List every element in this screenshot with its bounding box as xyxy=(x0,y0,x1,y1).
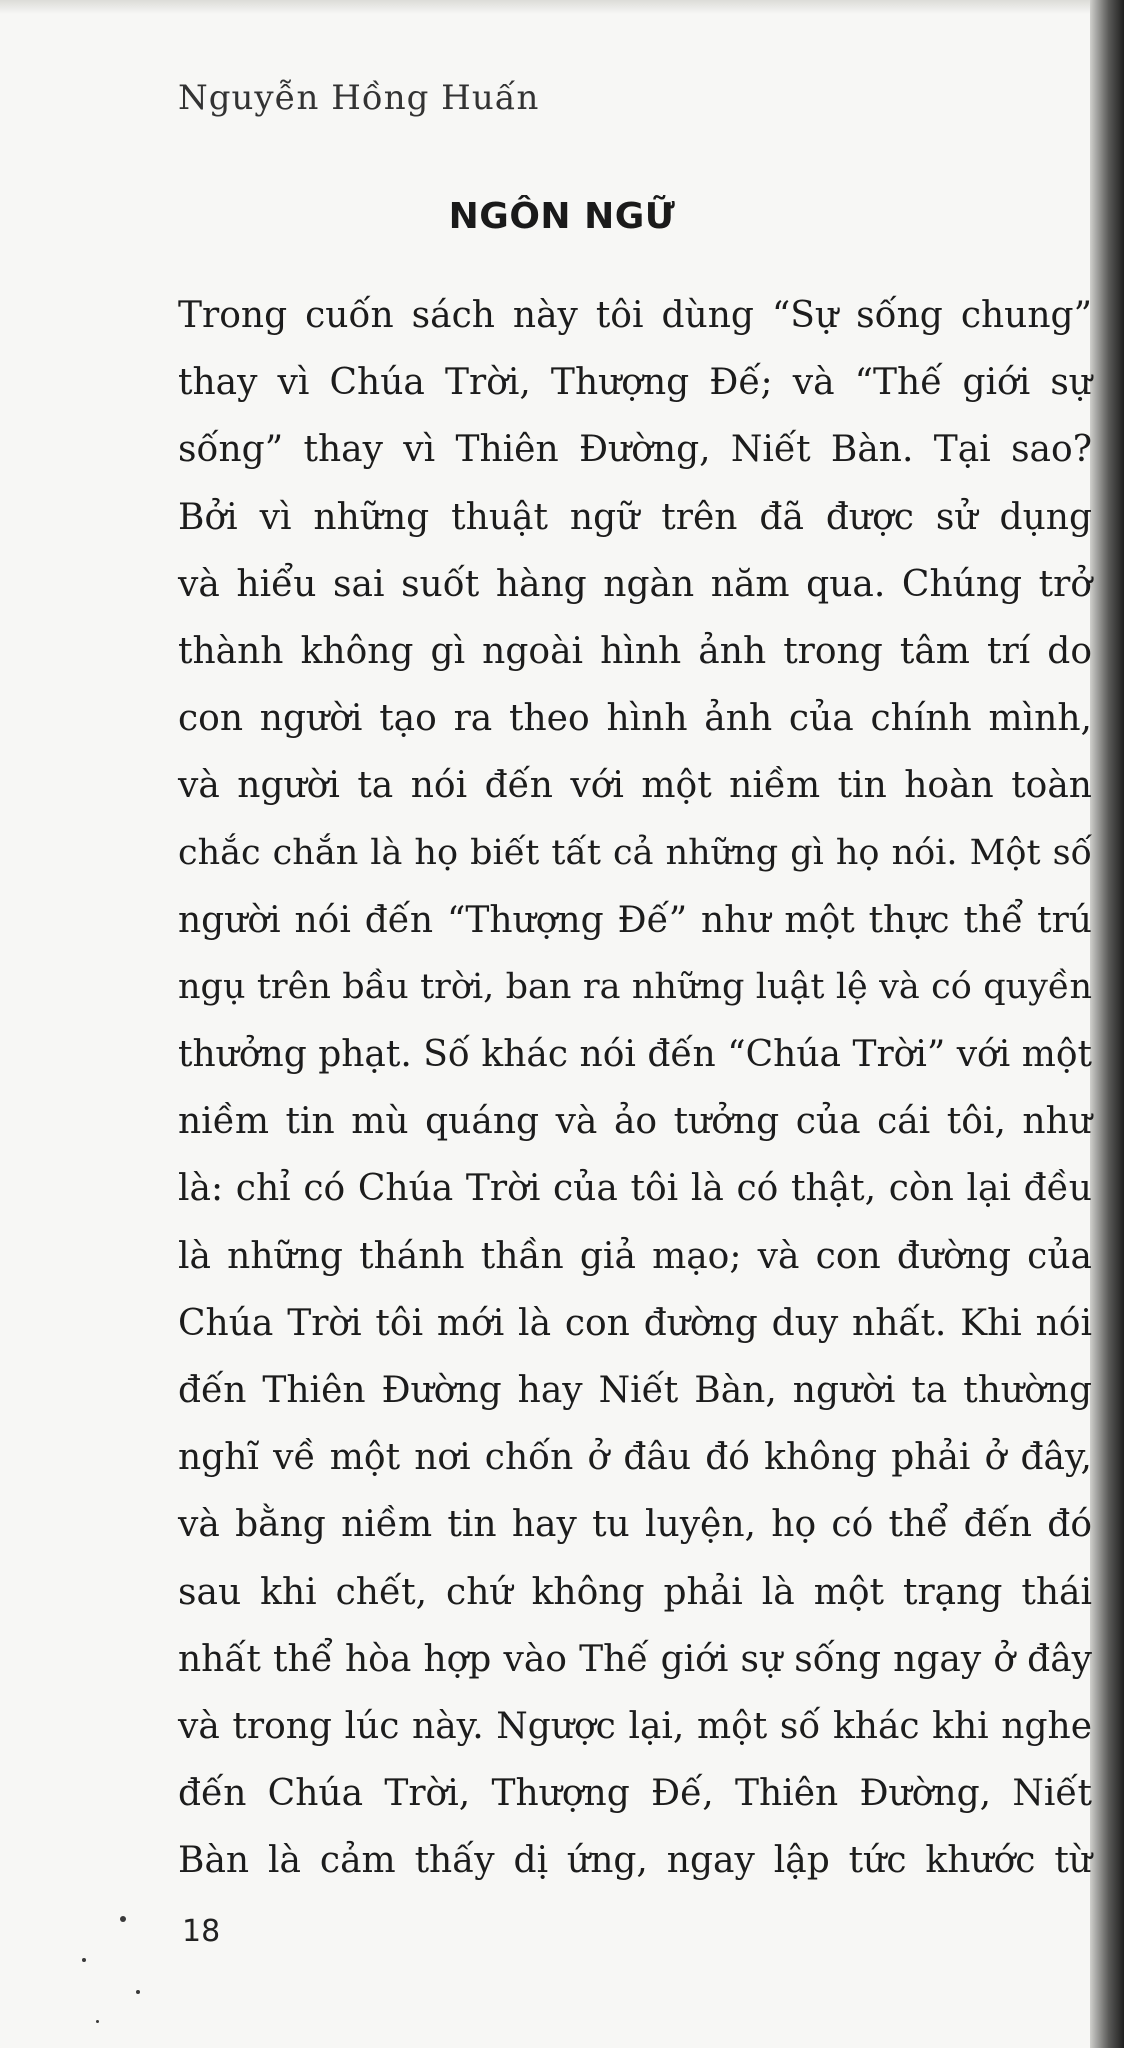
page-number: 18 xyxy=(182,1914,221,1949)
text-line: là: chỉ có Chúa Trời của tôi là có thật, còn lại đều xyxy=(178,1168,1092,1210)
text-line: thành không gì ngoài hình ảnh trong tâm trí do xyxy=(178,630,1092,672)
text-line: thay vì Chúa Trời, Thượng Đế; và “Thế giới sự xyxy=(178,362,1092,404)
text-line: và người ta nói đến với một niềm tin hoàn toàn xyxy=(178,765,1092,807)
text-line: sống” thay vì Thiên Đường, Niết Bàn. Tại sao? xyxy=(178,429,1092,471)
text-line: nghĩ về một nơi chốn ở đâu đó không phải ở đây, xyxy=(178,1437,1092,1479)
text-line: Bàn là cảm thấy dị ứng, ngay lập tức khước từ xyxy=(178,1840,1092,1882)
text-line: ngụ trên bầu trời, ban ra những luật lệ và có quyền xyxy=(178,966,1092,1007)
text-line: thưởng phạt. Số khác nói đến “Chúa Trời” với một xyxy=(178,1034,1092,1076)
text-line: Bởi vì những thuật ngữ trên đã được sử dụng xyxy=(178,496,1092,538)
page-top-shadow xyxy=(0,0,1124,14)
text-line: đến Chúa Trời, Thượng Đế, Thiên Đường, Niết xyxy=(178,1773,1092,1815)
dust-speck xyxy=(136,1990,140,1994)
chapter-title: NGÔN NGỮ xyxy=(448,196,676,237)
text-line: chắc chắn là họ biết tất cả những gì họ nói. Một số xyxy=(178,832,1092,873)
dust-speck xyxy=(120,1916,126,1922)
text-line: sau khi chết, chứ không phải là một trạng thái xyxy=(178,1571,1092,1613)
text-line: Chúa Trời tôi mới là con đường duy nhất. Khi nói xyxy=(178,1302,1092,1344)
text-line: nhất thể hòa hợp vào Thế giới sự sống ngay ở đây xyxy=(178,1638,1092,1680)
dust-speck xyxy=(82,1958,86,1962)
running-header-author: Nguyễn Hồng Huấn xyxy=(178,78,540,118)
text-line: và trong lúc này. Ngược lại, một số khác khi nghe xyxy=(178,1705,1092,1747)
text-line: và bằng niềm tin hay tu luyện, họ có thể đến đó xyxy=(178,1504,1092,1546)
text-line: Trong cuốn sách này tôi dùng “Sự sống chung” xyxy=(178,295,1092,336)
dust-speck xyxy=(96,2020,99,2023)
text-line: và hiểu sai suốt hàng ngàn năm qua. Chúng trở xyxy=(178,563,1092,605)
text-line: con người tạo ra theo hình ảnh của chính mình, xyxy=(178,698,1092,740)
body-paragraph xyxy=(178,282,1092,1895)
text-line: là những thánh thần giả mạo; và con đường của xyxy=(178,1235,1092,1277)
text-line: đến Thiên Đường hay Niết Bàn, người ta thường xyxy=(178,1370,1092,1411)
text-line: người nói đến “Thượng Đế” như một thực thể trú xyxy=(178,899,1092,941)
text-line: niềm tin mù quáng và ảo tưởng của cái tôi, như xyxy=(178,1101,1092,1143)
page-gutter-shadow xyxy=(1090,0,1124,2048)
